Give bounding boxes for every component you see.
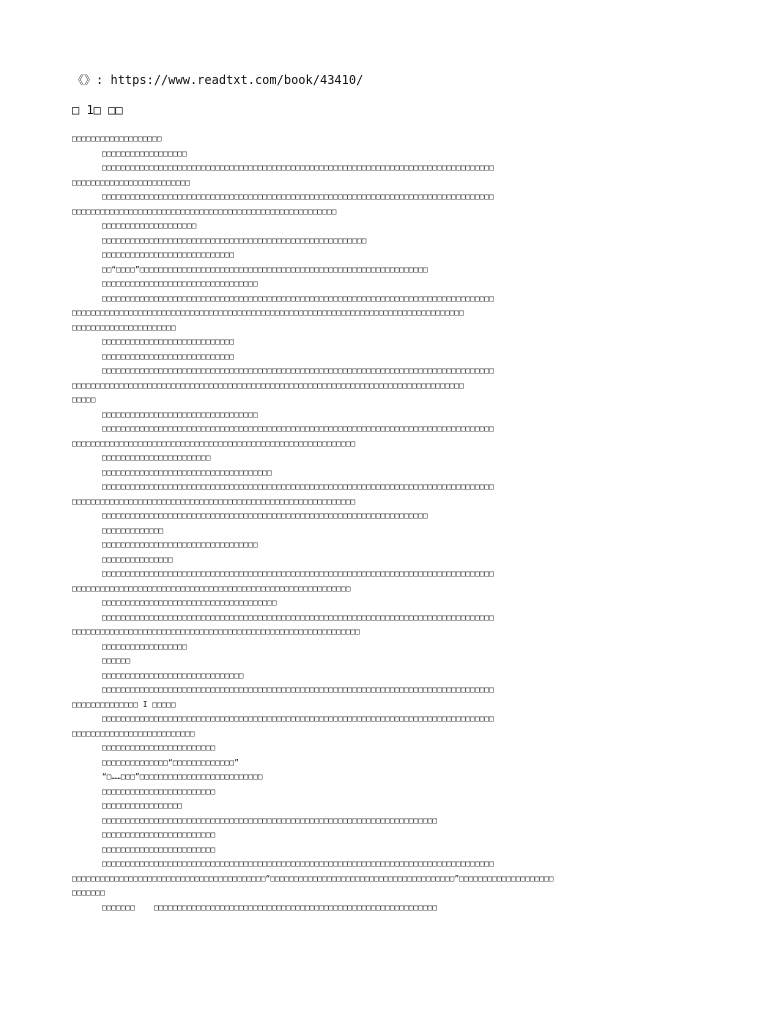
text-line: □□□□□□□□□□□□□□□□□□□□□□□□□□□□□□□□□□□□□□□□□□□□□□□□□□□□□□□□□□□□□□□□□□□□□□□□□□□□□□□□□□□: [102, 685, 494, 694]
text-line: □□□□□□□□□□□□□□□□□□□□□□□□□□□□□□□□□□□□□□□□□□□□□□□□□□□□□□□□□□□□□□□□□□□□□□□□□□□□□□□□□□□: [102, 859, 494, 868]
text-line: □□□□□□□□□□□□□□□□□□□□□□□□: [102, 743, 216, 752]
text-line: □□□□□□□□□□□□□□□□□□□□□□□□□□□□□□□□□□□□□□□□□□□□□□□□□□□□□□□□□□□□□□□□□□□□□□□□□□□□□□□□□□□: [102, 482, 494, 491]
text-line: □□□□□□□□□□□□□□□□□□□□□□□□□□□□□□□□□□□□□□□□□□□□□□□□□□□□□□□□□□□□□□□□□□□□□□□□□□□□□□□□□□□: [102, 612, 494, 622]
text-line: □□□□□□□□□□□□□□□□□□□□□□□□□□: [72, 728, 195, 738]
text-line: □□□□□□□□□□□□□□□□□□□□□□: [72, 322, 176, 332]
text-line: □□□□□□□□□□□□□□□□□□□□□□□□□: [72, 177, 191, 187]
text-line: □□□□□□□□□□□□□□□□□□□□□□□□□□□□□□□□□□□□□□□□□“□□□□□□□□□□□□□□□□□□□□□□□□□□□□□□□□□□□□□□□”□□□□□□□□□□□□□□□□□□□□: [72, 873, 554, 883]
text-line: □□□□□□□□□□□□□□ I □□□□□: [72, 699, 176, 709]
text-line: □□□□□□□□□□□□□□□□□□□□□□□: [102, 453, 211, 462]
text-line: □□□□□□□□□□□□□□□□□□□□□□□□: [102, 844, 216, 854]
text-line: □□□□□□□□□□□□□□□□□□□□□□□□□□□□□□□□□□□□□□□□□□□□□□□□□□□□□□□□□□□□: [72, 496, 356, 506]
body-text: [72, 132, 702, 915]
text-line: □□□□□□□□□□□□□□□□□□□□□□□□□□□□□□□□□□□□□□□□□□□□□□□□□□□□□□□□□□□□□□□□□□□□□□□□□□□□□□□□□□□: [102, 293, 494, 303]
text-line: □□□□□□□□□□□□□□□□□□□: [72, 134, 162, 143]
text-line: □□□□□□□□□□□□□□□□□: [102, 801, 183, 810]
text-line: □□□□□□□□□□□□□□□□□□□□□□□□□□□□□□□□□□□□□□□□□□□□□□□□□□□□□□□□□□□□□□□□□□□□□□□□□□□□□□□□□□□: [102, 192, 494, 201]
text-line: □□□□□□□□□□□□□□□□□□□□□□□□□□□□□□□□□□□□□□□□□□□□□□□□□□□□□□□□□□□□□□□□□□□□□□□□□□□□□□□□□□□: [102, 163, 494, 172]
document-page: [72, 72, 702, 915]
text-line: □□□□□□□□□□□□□□□□□□□□□□□□□□□□□□□□□: [102, 540, 258, 549]
text-line: □□□□□□□□□□□□□□□□□□□□□□□□□□□□: [102, 351, 235, 361]
text-line: □□□□□□□□□□□□□□□□□□□□□□□□□□□□□□□□□□□□: [102, 467, 272, 477]
text-line: □□□□□□□□□□□□□□□□□□□□□□□□□□□□□□□□□: [102, 279, 258, 288]
text-line: “□……□□□”□□□□□□□□□□□□□□□□□□□□□□□□□□: [102, 772, 263, 781]
text-line: □□□□□□□□□□□□□□□□□□: [102, 641, 187, 651]
source-url[interactable]: https://www.readtxt.com/book/43410/: [110, 73, 364, 87]
text-line: □□□□□□□□□□□□□□□□□□□□□□□□□□□□□□□□□□□□□□□□□□□□□□□□□□□□□□□□□□□□□□□□□□□□□: [102, 511, 428, 520]
text-line: □□□□□□□□□□□□□□□□□□□□□□□□□□□□□□□□□□□□□□□□□□□□□□□□□□□□□□□□: [72, 206, 337, 216]
text-line: □□□□□□□□□□□□□□□□□□□□□□□□□□□□□□□□□□□□□□□□□□□□□□□□□□□□□□□□□□□□□□□□□□□□□□□□□□□□□□□□□□□: [72, 308, 464, 317]
text-line: □□□□□□□□□□□□□□□□□□□□□□□□□□□□□□□□□□□□□□□□□□□□□□□□□□□□□□□□□□□□□□□□□□□□□□□: [102, 815, 438, 825]
text-line: □□□□□□□□□□□□□□□□□□□□□□□□□□□□□□□□□: [102, 409, 258, 419]
source-label: 《》:: [72, 73, 104, 87]
text-line: □□□□□: [72, 395, 96, 404]
text-line: □□□□□□□□□□□□□□□□□□□□: [102, 221, 197, 230]
text-line: □□□□□□□□□□□□□□□: [102, 554, 173, 564]
text-line: □□“□□□□”□□□□□□□□□□□□□□□□□□□□□□□□□□□□□□□□□□□□□□□□□□□□□□□□□□□□□□□□□□□□□: [102, 264, 428, 274]
text-line: □□□□□□□□□□□□□□“□□□□□□□□□□□□□”: [102, 757, 239, 767]
text-line: □□□□□□□□□□□□□□□□□□□□□□□□□□□□: [102, 250, 235, 259]
text-line: □□□□□□□□□□□□□□□□□□□□□□□□□□□□□□□□□□□□□□□□□□□□□□□□□□□□□□□□□□□□□□□□□□□□□□□□□□□□□□□□□□□: [102, 424, 494, 433]
text-line: □□□□□□□□□□□□□□□□□□□□□□□□□□□□□□□□□□□□□□□□□□□□□□□□□□□□□□□□□□□□□□□□□□□□□□□□□□□□□□□□□□□: [102, 569, 494, 578]
text-line: □□□□□□□□□□□□□□□□□□□□□□□□□□□□□□□□□□□□□□□□□□□□□□□□□□□□□□□□□□□□□: [72, 627, 361, 636]
text-line: □□□□□□□□□□□□□□□□□□: [102, 148, 187, 158]
text-line: □□□□□□□: [72, 888, 106, 897]
text-line: □□□□□□□□□□□□□□□□□□□□□□□□□□□□□□□□□□□□□: [102, 598, 277, 607]
text-line: □□□□□□□ □□□□□□□□□□□□□□□□□□□□□□□□□□□□□□□□□□□□□□□□□□□□□□□□□□□□□□□□□□□□: [102, 902, 438, 912]
text-line: □□□□□□: [102, 656, 131, 665]
text-line: □□□□□□□□□□□□□□□□□□□□□□□□□□□□□□□□□□□□□□□□□□□□□□□□□□□□□□□□□□□□□□□□□□□□□□□□□□□□□□□□□□□: [102, 714, 494, 723]
chapter-title: □ 1□ □□: [72, 103, 123, 117]
text-line: □□□□□□□□□□□□□□□□□□□□□□□□□□□□□□□□□□□□□□□□□□□□□□□□□□□□□□□□: [102, 235, 367, 245]
text-line: □□□□□□□□□□□□□□□□□□□□□□□□□□□□□□□□□□□□□□□□□□□□□□□□□□□□□□□□□□□□□□□□□□□□□□□□□□□□□□□□□□□: [72, 380, 464, 390]
text-line: □□□□□□□□□□□□□□□□□□□□□□□□: [102, 830, 216, 839]
source-line: [72, 72, 702, 88]
text-line: □□□□□□□□□□□□□□□□□□□□□□□□□□□□: [102, 337, 235, 346]
text-line: □□□□□□□□□□□□□□□□□□□□□□□□□□□□□□: [102, 670, 244, 680]
text-line: □□□□□□□□□□□□□□□□□□□□□□□□: [102, 786, 216, 796]
text-line: □□□□□□□□□□□□□□□□□□□□□□□□□□□□□□□□□□□□□□□□□□□□□□□□□□□□□□□□□□□□□□□□□□□□□□□□□□□□□□□□□□□: [102, 366, 494, 375]
text-line: □□□□□□□□□□□□□□□□□□□□□□□□□□□□□□□□□□□□□□□□□□□□□□□□□□□□□□□□□□□□: [72, 438, 356, 448]
text-line: □□□□□□□□□□□□□□□□□□□□□□□□□□□□□□□□□□□□□□□□□□□□□□□□□□□□□□□□□□□: [72, 583, 351, 593]
text-line: □□□□□□□□□□□□□: [102, 525, 164, 535]
